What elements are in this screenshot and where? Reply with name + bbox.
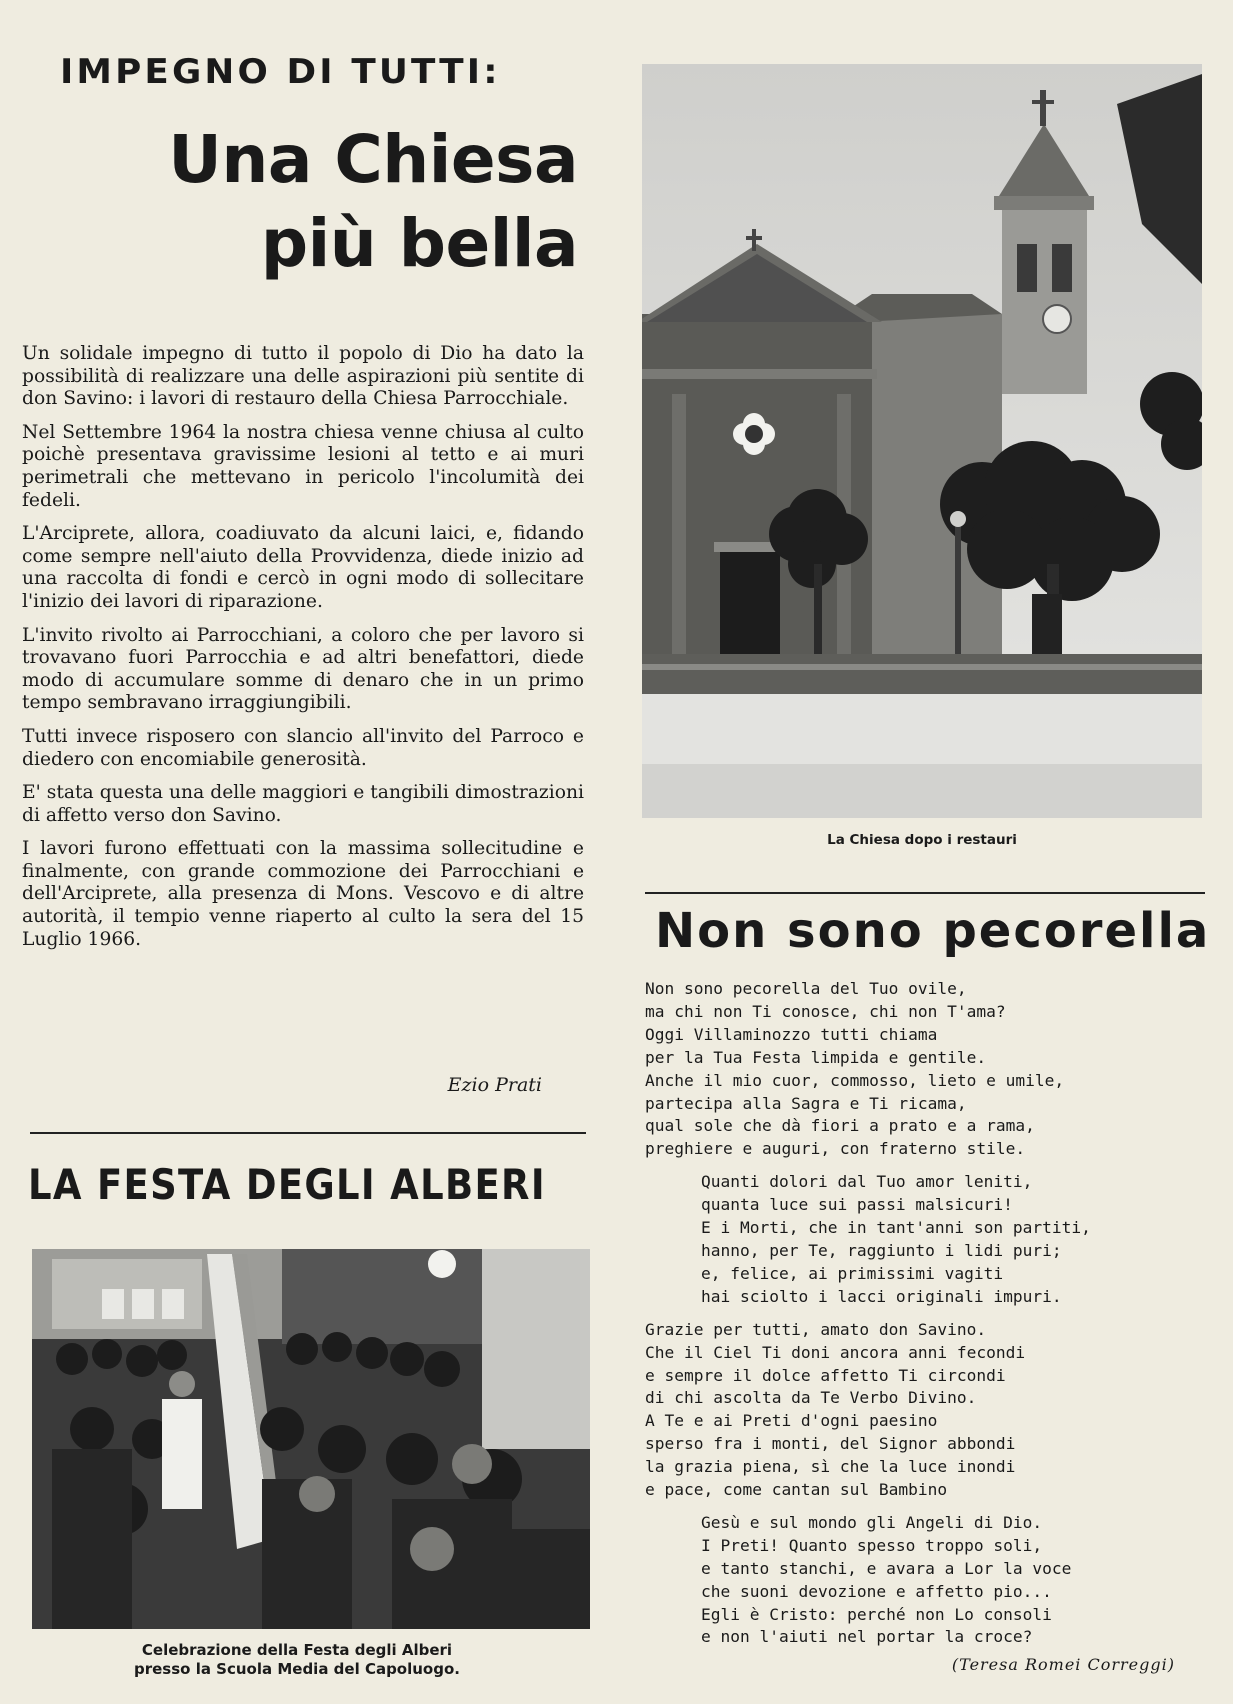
article-body [22,343,584,962]
article-paragraph: Nel Settembre 1964 la nostra chiesa venne chiusa al culto poichè presentava gravissime lesioni al tetto e ai muri perimetrali che mettevano in pericolo l'incolumità dei fedeli. [22,421,584,511]
festa-title: LA FESTA DEGLI ALBERI [28,1160,546,1209]
poem-line: Quanti dolori dal Tuo amor leniti, [701,1172,1033,1192]
poem-line: A Te e ai Preti d'ogni paesino [645,1411,938,1431]
poem-line: Grazie per tutti, amato don Savino. [645,1319,987,1339]
headline-line-2: più bella [260,205,578,282]
poem-line: hanno, per Te, raggiunto i lidi puri; [701,1240,1062,1260]
poem-line: Oggi Villaminozzo tutti chiama [645,1024,938,1044]
poem-line: di chi ascolta da Te Verbo Divino. [645,1388,977,1408]
poem-line: la grazia piena, sì che la luce inondi [645,1457,1016,1477]
festa-photo-caption [32,1641,562,1679]
poem-line: preghiere e auguri, con fraterno stile. [645,1139,1026,1159]
poem-line: e pace, come cantan sul Bambino [645,1480,948,1500]
poem-line: Gesù e sul mondo gli Angeli di Dio. [701,1512,1043,1532]
article-kicker: IMPEGNO DI TUTTI: [60,52,501,92]
festa-caption-line-2: presso la Scuola Media del Capoluogo. [134,1660,460,1678]
poem-divider [645,892,1205,894]
poem-line: sperso fra i monti, del Signor abbondi [645,1434,1016,1454]
church-photo [642,64,1202,818]
poem-line: Non sono pecorella del Tuo ovile, [645,979,967,998]
poem-line: hai sciolto i lacci originali impuri. [701,1286,1062,1306]
headline-line-1: Una Chiesa [168,121,578,198]
poem-line: che suoni devozione e affetto pio... [701,1581,1052,1601]
poem-stanza [645,978,1205,1161]
poem-line: I Preti! Quanto spesso troppo soli, [701,1535,1043,1555]
poem-line: Egli è Cristo: perché non Lo consoli [701,1604,1052,1624]
poem-line: Anche il mio cuor, commosso, lieto e umile, [645,1070,1065,1090]
article-paragraph: Un solidale impegno di tutto il popolo di Dio ha dato la possibilità di realizzare una delle aspirazioni più sentite di don Savino: i lavori di restauro della Chiesa Parrocchiale. [22,343,584,410]
poem-stanza [645,1512,1205,1649]
poem-body [645,978,1205,1659]
poem-line: partecipa alla Sagra e Ti ricama, [645,1093,967,1113]
article-paragraph: Tutti invece risposero con slancio all'invito del Parroco e diedero con encomiabile generosità. [22,725,584,770]
poem-line: Che il Ciel Ti doni ancora anni fecondi [645,1342,1026,1362]
article-author: Ezio Prati [447,1074,542,1096]
article-paragraph: I lavori furono effettuati con la massima sollecitudine e finalmente, con grande commozione dei Parrocchiani e dell'Arciprete, alla presenza di Mons. Vescovo e di altre autorità, il tempio venne riaperto al culto la sera del 15 Luglio 1966. [22,838,584,950]
poem-line: e tanto stanchi, e avara a Lor la voce [701,1558,1072,1578]
church-photo-caption: La Chiesa dopo i restauri [827,832,1017,848]
poem-line: e, felice, ai primissimi vagiti [701,1263,1004,1283]
article-headline [168,118,578,286]
festa-photo-image [32,1249,590,1629]
poem-line: qual sole che dà fiori a prato e a rama, [645,1116,1035,1136]
article-paragraph: L'invito rivolto ai Parrocchiani, a coloro che per lavoro si trovavano fuori Parrocchia e ad altri benefattori, diede modo di accumulare somme di denaro che in un primo tempo sembravano irraggiungibili. [22,624,584,714]
poem-stanza [645,1319,1205,1502]
article-paragraph: L'Arciprete, allora, coadiuvato da alcuni laici, e, fidando come sempre nell'aiuto della Provvidenza, diede inizio ad una raccolta di fondi e cercò in ogni modo di sollecitare l'inizio dei lavori di riparazione. [22,523,584,612]
poem-line: quanta luce sui passi malsicuri! [701,1195,1013,1215]
poem-line: ma chi non Ti conosce, chi non T'ama? [645,1001,1006,1021]
section-divider [30,1132,586,1134]
festa-caption-line-1: Celebrazione della Festa degli Alberi [141,1641,453,1659]
church-photo-image [642,64,1202,818]
poem-line: e non l'aiuti nel portar la croce? [701,1627,1033,1647]
poem-stanza [645,1171,1205,1308]
poem-line: E i Morti, che in tant'anni son partiti, [701,1218,1091,1238]
poem-line: e sempre il dolce affetto Ti circondi [645,1365,1006,1385]
poem-title: Non sono pecorella [655,903,1211,959]
poem-line: per la Tua Festa limpida e gentile. [645,1047,987,1067]
poem-author: (Teresa Romei Correggi) [951,1655,1175,1674]
article-paragraph: E' stata questa una delle maggiori e tangibili dimostrazioni di affetto verso don Savino. [22,782,584,826]
festa-photo [32,1249,590,1629]
